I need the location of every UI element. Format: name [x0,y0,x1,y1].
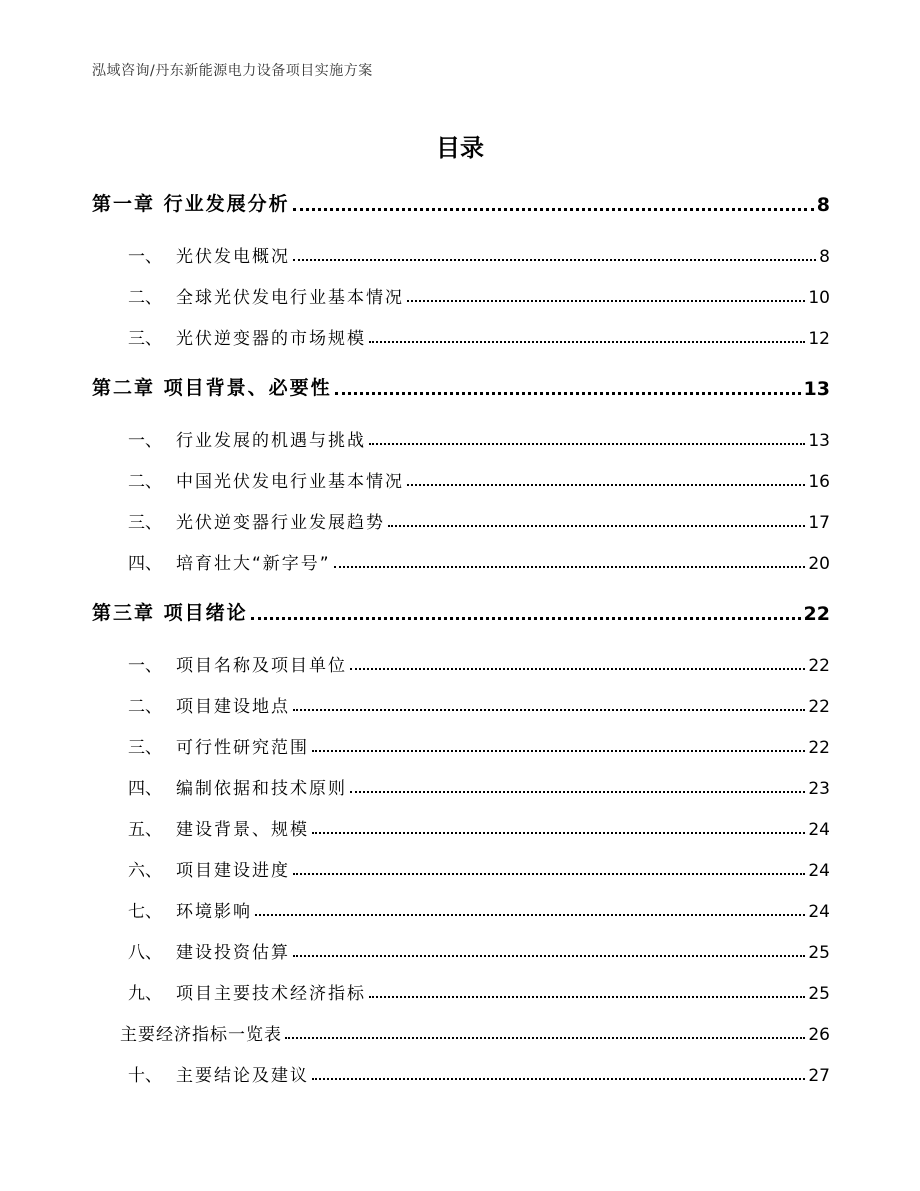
entry-number: 第三章 [92,602,156,624]
running-header: 泓域咨询/丹东新能源电力设备项目实施方案 [92,63,373,79]
entry-number: 一、 [128,656,162,676]
toc-section-entry[interactable] [92,1056,830,1086]
dot-leader [293,708,805,711]
entry-title: 项目绪论 [163,602,248,624]
page-number: 8 [816,194,830,216]
entry-title: 光伏逆变器行业发展趋势 [176,513,385,533]
entry-number: 二、 [128,288,162,308]
toc-section-entry[interactable] [92,544,830,574]
page-number: 17 [808,513,830,533]
entry-title: 中国光伏发电行业基本情况 [176,472,404,492]
entry-number: 二、 [128,697,162,717]
toc-chapter-entry[interactable] [92,370,830,400]
entry-heading [92,189,290,216]
entry-heading [92,979,366,1004]
entry-heading [92,897,252,922]
entry-number: 三、 [128,329,162,349]
entry-number: 三、 [128,738,162,758]
entry-number: 四、 [128,779,162,799]
entry-title: 项目主要技术经济指标 [176,984,366,1004]
page-number: 8 [819,247,830,267]
page-number: 12 [808,329,830,349]
entry-title: 建设背景、规模 [176,820,309,840]
toc-section-entry[interactable] [92,687,830,717]
dot-leader [335,391,801,395]
toc-section-entry[interactable] [92,503,830,533]
toc-section-entry[interactable] [92,1015,830,1045]
toc-section-entry[interactable] [92,933,830,963]
page-number: 25 [808,943,830,963]
page-number: 26 [808,1025,830,1045]
entry-title: 编制依据和技术原则 [176,779,347,799]
entry-number: 二、 [128,472,162,492]
toc-section-entry[interactable] [92,421,830,451]
entry-title: 环境影响 [176,902,252,922]
entry-heading [92,733,309,758]
page-number: 22 [803,603,830,625]
entry-heading [92,692,290,717]
dot-leader [293,954,805,957]
table-of-contents [92,0,830,1191]
page-number: 22 [808,656,830,676]
entry-number: 第一章 [92,193,156,215]
entry-title: 建设投资估算 [176,943,290,963]
entry-title: 主要结论及建议 [176,1066,309,1086]
page-number: 22 [808,697,830,717]
toc-section-entry[interactable] [92,892,830,922]
toc-section-entry[interactable] [92,237,830,267]
entry-title: 主要经济指标一览表 [120,1025,282,1045]
entry-heading [92,651,347,676]
entry-heading [92,598,248,625]
toc-section-entry[interactable] [92,851,830,881]
entry-number: 第二章 [92,377,156,399]
entry-heading [92,1061,309,1086]
page-number: 23 [808,779,830,799]
dot-leader [293,872,805,875]
dot-leader [285,1036,805,1039]
page-number: 27 [808,1066,830,1086]
page-number: 13 [808,431,830,451]
page-number: 25 [808,984,830,1004]
dot-leader [350,667,805,670]
dot-leader [369,340,805,343]
entry-number: 一、 [128,431,162,451]
entry-number: 三、 [128,513,162,533]
dot-leader [251,616,801,620]
entry-title: 项目建设地点 [176,697,290,717]
toc-section-entry[interactable] [92,319,830,349]
entry-heading [92,938,290,963]
dot-leader [312,749,805,752]
entry-title: 光伏发电概况 [176,247,290,267]
dot-leader [312,831,805,834]
entry-title: 项目名称及项目单位 [176,656,347,676]
page-number: 13 [803,378,830,400]
dot-leader [407,299,805,302]
page-number: 10 [808,288,830,308]
entry-heading [92,283,404,308]
toc-section-entry[interactable] [92,646,830,676]
page-number: 24 [808,861,830,881]
page-number: 24 [808,902,830,922]
toc-section-entry[interactable] [92,769,830,799]
entry-number: 八、 [128,943,162,963]
dot-leader [369,442,805,445]
entry-title: 全球光伏发电行业基本情况 [176,288,404,308]
toc-section-entry[interactable] [92,974,830,1004]
entry-heading [92,508,385,533]
page-number: 22 [808,738,830,758]
toc-chapter-entry[interactable] [92,595,830,625]
dot-leader [369,995,805,998]
dot-leader [312,1077,805,1080]
dot-leader [293,258,816,261]
toc-section-entry[interactable] [92,278,830,308]
entry-heading [92,1020,282,1045]
dot-leader [350,790,805,793]
entry-number: 十、 [128,1066,162,1086]
entry-heading [92,549,331,574]
entry-number: 四、 [128,554,162,574]
entry-number: 七、 [128,902,162,922]
toc-section-entry[interactable] [92,810,830,840]
entry-heading [92,324,366,349]
entry-heading [92,856,290,881]
entry-number: 五、 [128,820,162,840]
entry-title: 行业发展分析 [163,193,290,215]
entry-heading [92,467,404,492]
entry-heading [92,815,309,840]
entry-number: 九、 [128,984,162,1004]
toc-chapter-entry[interactable] [92,186,830,216]
entry-number: 六、 [128,861,162,881]
entry-title: 光伏逆变器的市场规模 [176,329,366,349]
page-number: 20 [808,554,830,574]
entry-heading [92,242,290,267]
entry-title: 项目建设进度 [176,861,290,881]
entry-title: 行业发展的机遇与挑战 [176,431,366,451]
toc-section-entry[interactable] [92,728,830,758]
dot-leader [407,483,805,486]
entry-number: 一、 [128,247,162,267]
toc-section-entry[interactable] [92,462,830,492]
page-number: 16 [808,472,830,492]
dot-leader [388,524,805,527]
entry-title: 可行性研究范围 [176,738,309,758]
entry-title: 培育壮大“新字号” [176,554,331,574]
entry-heading [92,373,332,400]
dot-leader [255,913,805,916]
entry-heading [92,774,347,799]
entry-title: 项目背景、必要性 [163,377,332,399]
dot-leader [334,565,806,568]
dot-leader [293,207,814,211]
page-number: 24 [808,820,830,840]
toc-title: 目录 [436,134,484,162]
entry-heading [92,426,366,451]
